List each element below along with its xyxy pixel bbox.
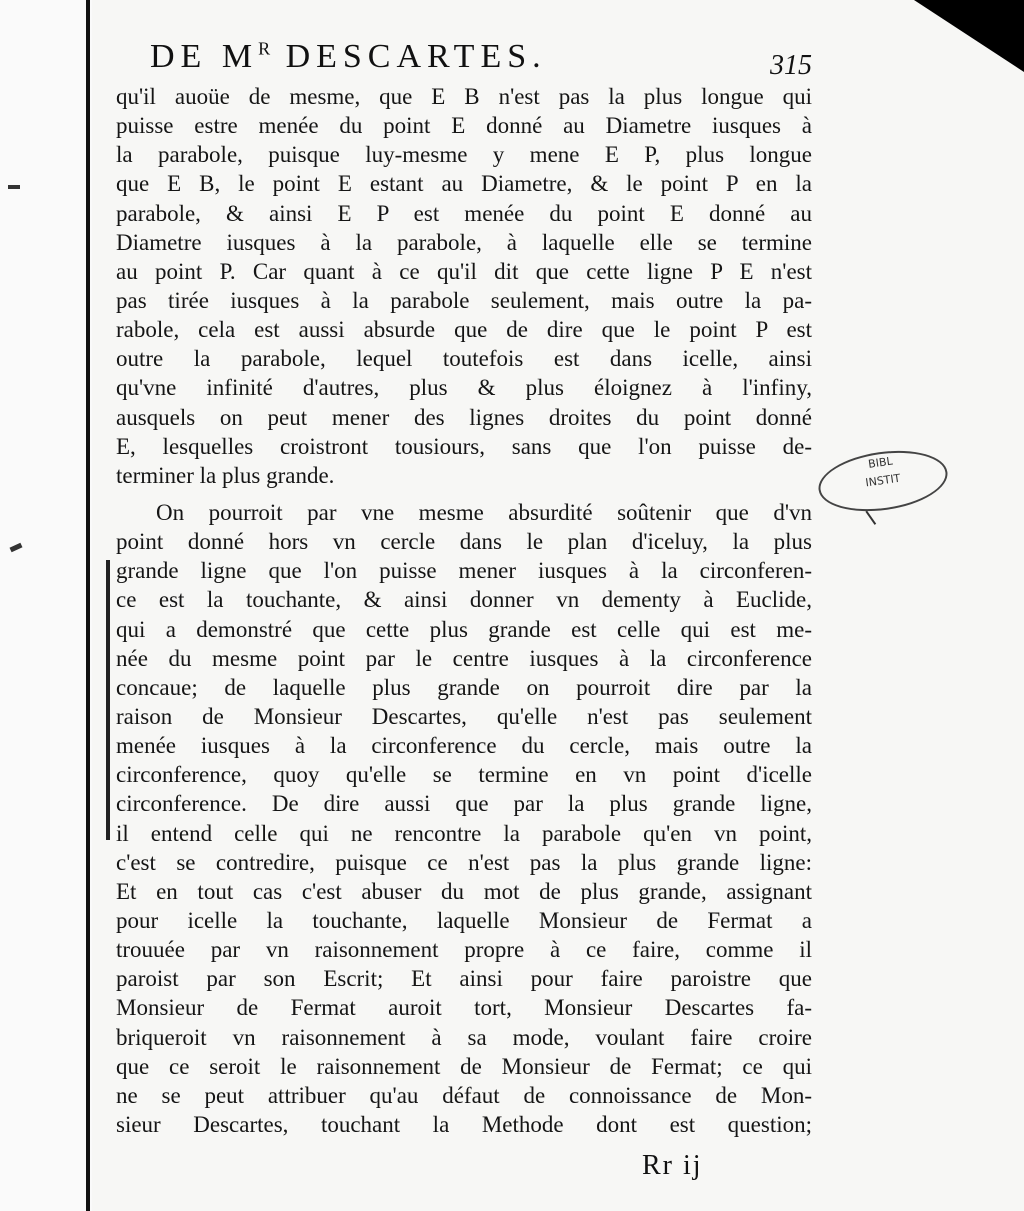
header-title-part2: DESCARTES.	[285, 38, 547, 75]
text-line: pour icelle la touchante, laquelle Monsieur de Fermat a	[116, 907, 812, 933]
text-line: il entend celle qui ne rencontre la parabole qu'en vn point,	[116, 820, 812, 846]
page-number: 315	[770, 50, 812, 81]
header-title-superscript: R	[258, 38, 272, 59]
page-corner-shadow	[914, 0, 1024, 72]
text-line: sieur Descartes, touchant la Methode dont est question;	[116, 1111, 812, 1137]
margin-tick-mark	[8, 185, 20, 189]
text-line: née du mesme point par le centre iusques à la circonference	[116, 645, 812, 671]
text-line: parabole, & ainsi E P est menée du point E donné au	[116, 200, 812, 226]
text-line: E, lesquelles croistront tousiours, sans que l'on puisse de-	[116, 433, 812, 459]
text-line: qu'il auoüe de mesme, que E B n'est pas la plus longue qui	[116, 84, 812, 109]
body-text	[116, 82, 812, 1139]
text-line: ne se peut attribuer qu'au défaut de connoissance de Mon-	[116, 1082, 812, 1108]
text-line: point donné hors vn cercle dans le plan d'iceluy, la plus	[116, 529, 812, 555]
text-line: pas tirée iusques à la parabole seulement, mais outre la pa-	[116, 287, 812, 313]
paragraph-1	[116, 82, 812, 490]
text-line: briqueroit vn raisonnement à sa mode, voulant faire croire	[116, 1024, 812, 1050]
paragraph-2	[116, 498, 812, 1139]
text-line: raison de Monsieur Descartes, qu'elle n'est pas seulement	[116, 703, 812, 729]
text-line: la parabole, puisque luy-mesme y mene E P, plus longue	[116, 142, 812, 168]
text-line: ausquels on peut mener des lignes droites du point donné	[116, 404, 812, 430]
text-line: que E B, le point E estant au Diametre, & le point P en la	[116, 171, 812, 197]
text-line: circonference. De dire aussi que par la plus grande ligne,	[116, 791, 812, 817]
text-line: Et en tout cas c'est abuser du mot de plus grande, assignant	[116, 878, 812, 904]
margin-tick-mark	[10, 543, 23, 553]
running-header	[150, 38, 710, 76]
text-line: trouuée par vn raisonnement propre à ce faire, comme il	[116, 937, 812, 963]
margin-vertical-mark	[106, 560, 110, 840]
page-binding-edge	[86, 0, 90, 1211]
text-line: Diametre iusques à la parabole, à laquelle elle se termine	[116, 229, 812, 255]
stamp-line1: BIBL	[867, 454, 894, 471]
text-line: qu'vne infinité d'autres, plus & plus éloignez à l'infiny,	[116, 375, 812, 401]
text-line: menée iusques à la circonference du cercle, mais outre la	[116, 733, 812, 759]
text-line: que ce seroit le raisonnement de Monsieur de Fermat; ce qui	[116, 1053, 812, 1079]
text-line: circonference, quoy qu'elle se termine en vn point d'icelle	[116, 762, 812, 788]
text-line: puisse estre menée du point E donné au Diametre iusques à	[116, 113, 812, 139]
text-line: ce est la touchante, & ainsi donner vn dementy à Euclide,	[116, 587, 812, 613]
stamp-line2: INSTIT	[864, 471, 902, 490]
text-line: rabole, cela est aussi absurde que de dire que le point P est	[116, 317, 812, 343]
paragraph-gap	[116, 490, 812, 498]
text-line: concaue; de laquelle plus grande on pourroit dire par la	[116, 674, 812, 700]
text-line: On pourroit par vne mesme absurdité soûtenir que d'vn	[156, 499, 812, 525]
text-line: au point P. Car quant à ce qu'il dit que cette ligne P E n'est	[116, 258, 812, 284]
text-line: Monsieur de Fermat auroit tort, Monsieur Descartes fa-	[116, 995, 812, 1021]
text-line: terminer la plus grande.	[116, 462, 335, 488]
text-line: qui a demonstré que cette plus grande est celle qui est me-	[116, 616, 812, 642]
text-line: grande ligne que l'on puisse mener iusques à la circonferen-	[116, 558, 812, 584]
left-margin-strip	[0, 0, 92, 1211]
text-line: c'est se contredire, puisque ce n'est pas la plus grande ligne:	[116, 849, 812, 875]
signature-mark: Rr ij	[642, 1150, 703, 1181]
text-line: paroist par son Escrit; Et ainsi pour faire paroistre que	[116, 966, 812, 992]
text-line: outre la parabole, lequel toutefois est dans icelle, ainsi	[116, 346, 812, 372]
header-title-part1: DE M	[150, 38, 259, 75]
